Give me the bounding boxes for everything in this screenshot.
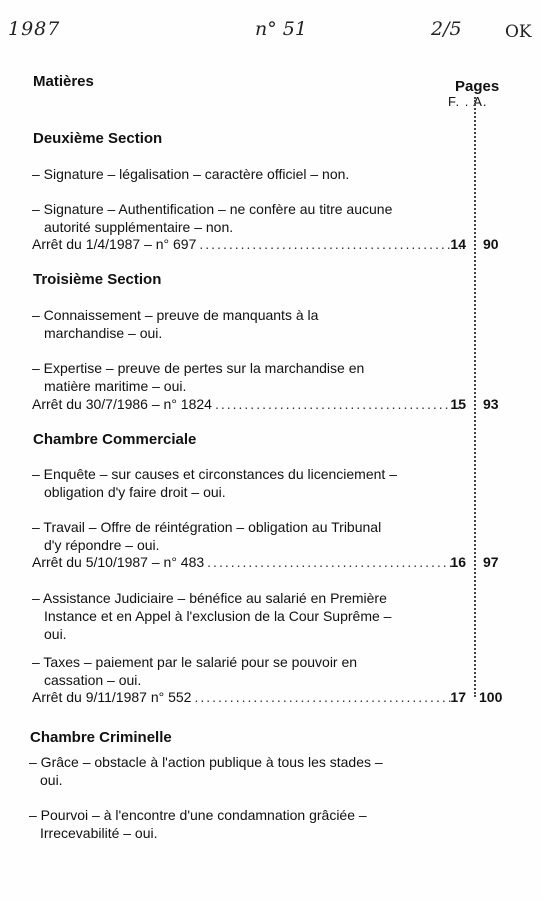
entry-line: oui.	[40, 772, 63, 788]
matieres-heading: Matières	[33, 73, 94, 90]
arret-label: Arrêt du 30/7/1986 – n° 1824	[32, 396, 212, 412]
page-a: 100	[479, 689, 503, 705]
entry-line: marchandise – oui.	[44, 325, 163, 341]
entry-line: – Connaissement – preuve de manquants à la	[32, 307, 319, 323]
page-f: 17	[450, 689, 466, 705]
entry-line: Irrecevabilité – oui.	[40, 825, 158, 841]
page-columns-label: F. . A.	[448, 94, 488, 109]
entry-line: matière maritime – oui.	[44, 378, 187, 394]
entry-line: d'y répondre – oui.	[44, 537, 160, 553]
page-f: 16	[450, 554, 466, 570]
dot-leader	[194, 689, 462, 705]
arret-label: Arrêt du 1/4/1987 – n° 697	[32, 236, 197, 252]
entry-line: – Assistance Judiciaire – bénéfice au salarié en Première	[32, 590, 387, 606]
entry-line: Instance et en Appel à l'exclusion de la Cour Suprême –	[44, 608, 392, 624]
section-title: Deuxième Section	[33, 130, 163, 147]
entry-line: – Travail – Offre de réintégration – obligation au Tribunal	[32, 519, 382, 535]
column-divider	[474, 97, 476, 697]
entry-line: – Expertise – preuve de pertes sur la marchandise en	[32, 360, 365, 376]
dot-leader	[199, 236, 462, 252]
arret-line	[32, 236, 462, 252]
page-a: 93	[483, 396, 499, 412]
entry-line: oui.	[44, 626, 67, 642]
arret-line	[32, 554, 462, 570]
dot-leader	[215, 396, 462, 412]
page-f: 15	[450, 396, 466, 412]
f-column-label: F.	[448, 94, 461, 109]
page-a: 97	[483, 554, 499, 570]
entry-line: obligation d'y faire droit – oui.	[44, 484, 226, 500]
arret-label: Arrêt du 9/11/1987 n° 552	[32, 689, 192, 705]
entry-line: – Signature – légalisation – caractère officiel – non.	[32, 166, 350, 182]
section-title: Chambre Criminelle	[30, 729, 172, 746]
entry-line: – Pourvoi – à l'encontre d'une condamnation grâciée –	[29, 807, 367, 823]
a-column-label: A.	[473, 94, 488, 109]
arret-line	[32, 396, 462, 412]
entry-line: autorité supplémentaire – non.	[44, 219, 234, 235]
arret-label: Arrêt du 5/10/1987 – n° 483	[32, 554, 205, 570]
page-f: 14	[450, 236, 466, 252]
dot-leader	[207, 554, 462, 570]
section-title: Chambre Commerciale	[33, 431, 197, 448]
section-title: Troisième Section	[33, 271, 162, 288]
handwritten-number: n° 51	[255, 18, 307, 40]
entry-line: – Taxes – paiement par le salarié pour se pouvoir en	[32, 654, 358, 670]
handwritten-page-count: 2/5	[431, 18, 462, 40]
arret-line	[32, 689, 462, 705]
page-a: 90	[483, 236, 499, 252]
entry-line: – Grâce – obstacle à l'action publique à tous les stades –	[29, 754, 383, 770]
pages-heading: Pages	[455, 78, 500, 95]
entry-line: – Enquête – sur causes et circonstances du licenciement –	[32, 466, 397, 482]
entry-line: – Signature – Authentification – ne confère au titre aucune	[32, 201, 393, 217]
handwritten-year: 1987	[8, 18, 61, 40]
handwritten-ok-mark: OK	[505, 22, 532, 42]
entry-line: cassation – oui.	[44, 672, 142, 688]
